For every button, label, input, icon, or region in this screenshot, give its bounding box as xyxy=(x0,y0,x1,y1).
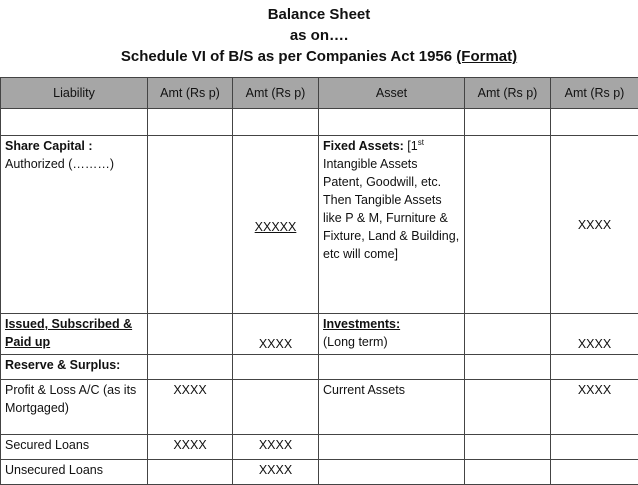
table-cell xyxy=(148,136,233,314)
issued-cell xyxy=(1,314,148,355)
table-cell xyxy=(465,435,551,460)
authorized-label: Authorized (………) xyxy=(5,155,143,173)
schedule-title xyxy=(0,46,638,67)
fixed-assets-bracket: [1 xyxy=(404,139,418,153)
table-cell xyxy=(465,355,551,380)
col-header-amt-2: Amt (Rs p) xyxy=(233,78,319,109)
secured-loans-amount-1: XXXX xyxy=(148,435,233,460)
table-cell xyxy=(465,136,551,314)
unsecured-loans-label: Unsecured Loans xyxy=(1,460,148,485)
col-header-liability: Liability xyxy=(1,78,148,109)
share-capital-amount xyxy=(233,136,319,314)
share-capital-label: Share Capital : xyxy=(5,137,143,155)
secured-loans-amount-2: XXXX xyxy=(233,435,319,460)
table-cell xyxy=(148,460,233,485)
secured-loans-label: Secured Loans xyxy=(1,435,148,460)
investments-cell xyxy=(319,314,465,355)
reserve-label: Reserve & Surplus: xyxy=(1,355,148,380)
table-cell xyxy=(148,109,233,136)
col-header-asset: Asset xyxy=(319,78,465,109)
fixed-assets-amount: XXXX xyxy=(551,136,638,314)
table-cell xyxy=(551,460,638,485)
table-cell xyxy=(465,109,551,136)
table-cell xyxy=(319,460,465,485)
table-row-share-capital xyxy=(1,136,638,314)
col-header-amt-1: Amt (Rs p) xyxy=(148,78,233,109)
table-row-profit-loss xyxy=(1,380,638,435)
table-cell xyxy=(551,435,638,460)
current-assets-label: Current Assets xyxy=(319,380,465,435)
fixed-assets-cell xyxy=(319,136,465,314)
table-row-reserve xyxy=(1,355,638,380)
table-row-secured-loans xyxy=(1,435,638,460)
investments-sub: (Long term) xyxy=(323,333,460,351)
table-cell xyxy=(465,380,551,435)
table-row-empty xyxy=(1,109,638,136)
share-capital-amount-value: XXXXX xyxy=(255,220,297,234)
issued-label: Issued, Subscribed & Paid up xyxy=(5,317,132,349)
title: Balance Sheet xyxy=(0,4,638,25)
current-assets-amount: XXXX xyxy=(551,380,638,435)
table-cell xyxy=(148,314,233,355)
profit-loss-label: Profit & Loss A/C (as its Mortgaged) xyxy=(1,380,148,435)
profit-loss-amount: XXXX xyxy=(148,380,233,435)
table-cell xyxy=(465,460,551,485)
table-header-row xyxy=(1,78,638,109)
table-cell xyxy=(233,109,319,136)
table-cell xyxy=(319,355,465,380)
table-row-unsecured-loans xyxy=(1,460,638,485)
fixed-assets-label: Fixed Assets: xyxy=(323,139,404,153)
table-cell xyxy=(551,109,638,136)
table-cell xyxy=(319,435,465,460)
table-cell xyxy=(1,109,148,136)
format-label: (Format) xyxy=(456,48,517,65)
fixed-assets-sup: st xyxy=(418,138,424,147)
balance-sheet-table xyxy=(0,77,638,485)
col-header-amt-3: Amt (Rs p) xyxy=(465,78,551,109)
table-row-issued xyxy=(1,314,638,355)
table-cell xyxy=(551,355,638,380)
fixed-assets-description: Intangible Assets Patent, Goodwill, etc. Then Tangible Assets like P & M, Furniture & Fixture, Land & Building, etc will come] xyxy=(323,157,459,261)
table-cell xyxy=(233,355,319,380)
investments-label: Investments: xyxy=(323,315,460,333)
col-header-amt-4: Amt (Rs p) xyxy=(551,78,638,109)
table-cell xyxy=(319,109,465,136)
table-cell xyxy=(148,355,233,380)
subtitle-date: as on…. xyxy=(0,25,638,46)
table-cell xyxy=(465,314,551,355)
unsecured-loans-amount: XXXX xyxy=(233,460,319,485)
share-capital-cell xyxy=(1,136,148,314)
table-cell xyxy=(233,380,319,435)
schedule-title-text: Schedule VI of B/S as per Companies Act 1956 xyxy=(121,48,456,65)
issued-amount: XXXX xyxy=(233,314,319,355)
investments-amount: XXXX xyxy=(551,314,638,355)
document-header xyxy=(0,4,638,67)
